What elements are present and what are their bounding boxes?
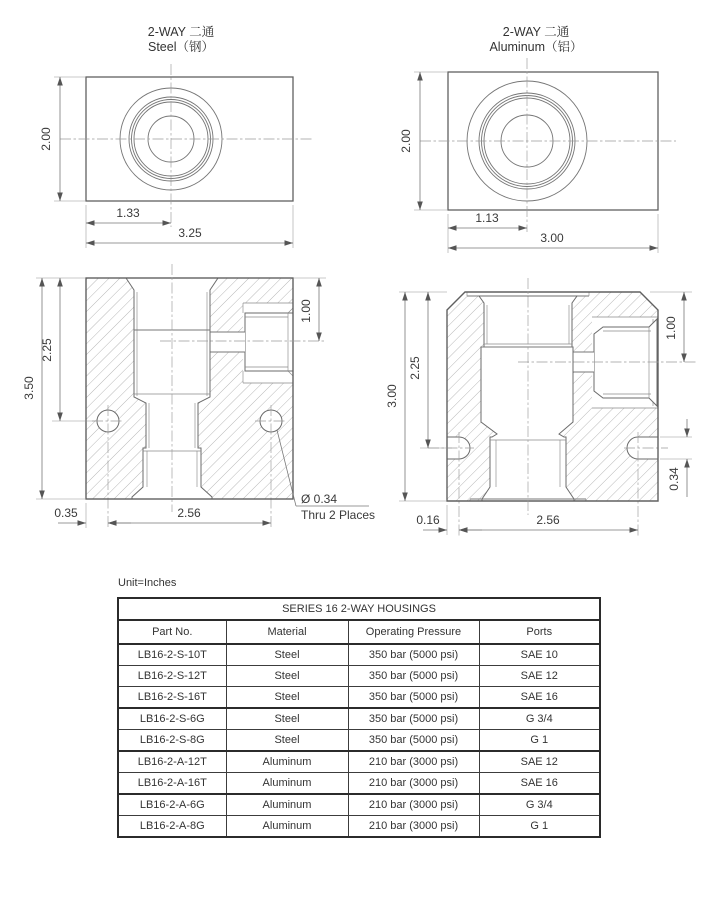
dim-steel-top-height: 2.00	[39, 127, 53, 151]
aluminum-top-view	[399, 25, 676, 253]
material-cell: Aluminum	[226, 816, 348, 838]
dim-alum-notch-edge-offset: 0.16	[416, 513, 440, 527]
ports-cell: G 1	[479, 816, 600, 838]
ports-cell: SAE 10	[479, 644, 600, 666]
table-row	[118, 816, 600, 838]
dim-steel-hole-edge-offset: 0.35	[54, 506, 78, 520]
dim-steel-hole-spacing: 2.56	[177, 506, 201, 520]
pressure-cell: 350 bar (5000 psi)	[348, 687, 479, 709]
ports-cell: SAE 16	[479, 687, 600, 709]
part-no-cell: LB16-2-A-16T	[118, 773, 226, 795]
table-header-row	[118, 620, 600, 644]
part-no-cell: LB16-2-S-6G	[118, 708, 226, 730]
dim-alum-top-height: 2.00	[399, 129, 413, 153]
pressure-cell: 350 bar (5000 psi)	[348, 644, 479, 666]
pressure-cell: 210 bar (3000 psi)	[348, 751, 479, 773]
part-no-cell: LB16-2-S-16T	[118, 687, 226, 709]
table-row	[118, 708, 600, 730]
pressure-cell: 210 bar (3000 psi)	[348, 773, 479, 795]
dim-steel-top-port-center: 1.33	[116, 206, 140, 220]
dim-alum-sec-height: 3.00	[385, 384, 399, 408]
table-row	[118, 751, 600, 773]
col-header-material: Material	[226, 620, 348, 644]
table-title: SERIES 16 2-WAY HOUSINGS	[118, 598, 600, 620]
dim-steel-sec-port-depth: 2.25	[40, 338, 54, 362]
dim-alum-notch-spacing: 2.56	[536, 513, 560, 527]
ports-cell: G 1	[479, 730, 600, 752]
steel-title-line2: Steel（钢）	[148, 40, 214, 54]
table-row	[118, 773, 600, 795]
part-no-cell: LB16-2-A-12T	[118, 751, 226, 773]
dim-steel-top-width: 3.25	[178, 226, 202, 240]
aluminum-title-line1: 2-WAY 二通	[502, 25, 570, 39]
table-row	[118, 666, 600, 687]
ports-cell: SAE 12	[479, 666, 600, 687]
steel-top-view	[39, 25, 314, 248]
material-cell: Aluminum	[226, 773, 348, 795]
part-no-cell: LB16-2-S-8G	[118, 730, 226, 752]
unit-note: Unit=Inches	[118, 577, 177, 589]
ports-cell: SAE 12	[479, 751, 600, 773]
dim-alum-top-port-center: 1.13	[475, 211, 499, 225]
table-title-row	[118, 598, 600, 620]
dim-alum-side-port-center: 1.00	[664, 316, 678, 340]
dim-steel-sec-height: 3.50	[22, 376, 36, 400]
pressure-cell: 350 bar (5000 psi)	[348, 708, 479, 730]
dim-steel-side-port-center: 1.00	[299, 299, 313, 323]
col-header-pressure: Operating Pressure	[348, 620, 479, 644]
steel-title-line1: 2-WAY 二通	[147, 25, 215, 39]
table-row	[118, 730, 600, 752]
ports-cell: SAE 16	[479, 773, 600, 795]
dim-alum-top-width: 3.00	[540, 231, 564, 245]
pressure-cell: 350 bar (5000 psi)	[348, 666, 479, 687]
material-cell: Steel	[226, 708, 348, 730]
ports-cell: G 3/4	[479, 794, 600, 816]
part-no-cell: LB16-2-A-6G	[118, 794, 226, 816]
hole-dia-note-line2: Thru 2 Places	[301, 508, 376, 522]
housings-spec-table	[117, 597, 601, 838]
table-row	[118, 644, 600, 666]
hole-dia-note-line1: Ø 0.34	[301, 492, 338, 506]
steel-section-view	[22, 264, 375, 529]
material-cell: Steel	[226, 666, 348, 687]
col-header-ports: Ports	[479, 620, 600, 644]
pressure-cell: 210 bar (3000 psi)	[348, 816, 479, 838]
aluminum-section-view	[385, 278, 696, 536]
dim-alum-notch-dia: 0.34	[667, 467, 681, 491]
table-row	[118, 687, 600, 709]
table-row	[118, 794, 600, 816]
ports-cell: G 3/4	[479, 708, 600, 730]
material-cell: Steel	[226, 644, 348, 666]
aluminum-title-line2: Aluminum（铝）	[489, 40, 583, 54]
part-no-cell: LB16-2-S-12T	[118, 666, 226, 687]
part-no-cell: LB16-2-S-10T	[118, 644, 226, 666]
dim-alum-sec-port-depth: 2.25	[408, 356, 422, 380]
pressure-cell: 350 bar (5000 psi)	[348, 730, 479, 752]
part-no-cell: LB16-2-A-8G	[118, 816, 226, 838]
pressure-cell: 210 bar (3000 psi)	[348, 794, 479, 816]
material-cell: Steel	[226, 730, 348, 752]
material-cell: Aluminum	[226, 751, 348, 773]
col-header-part-no: Part No.	[118, 620, 226, 644]
material-cell: Aluminum	[226, 794, 348, 816]
material-cell: Steel	[226, 687, 348, 709]
